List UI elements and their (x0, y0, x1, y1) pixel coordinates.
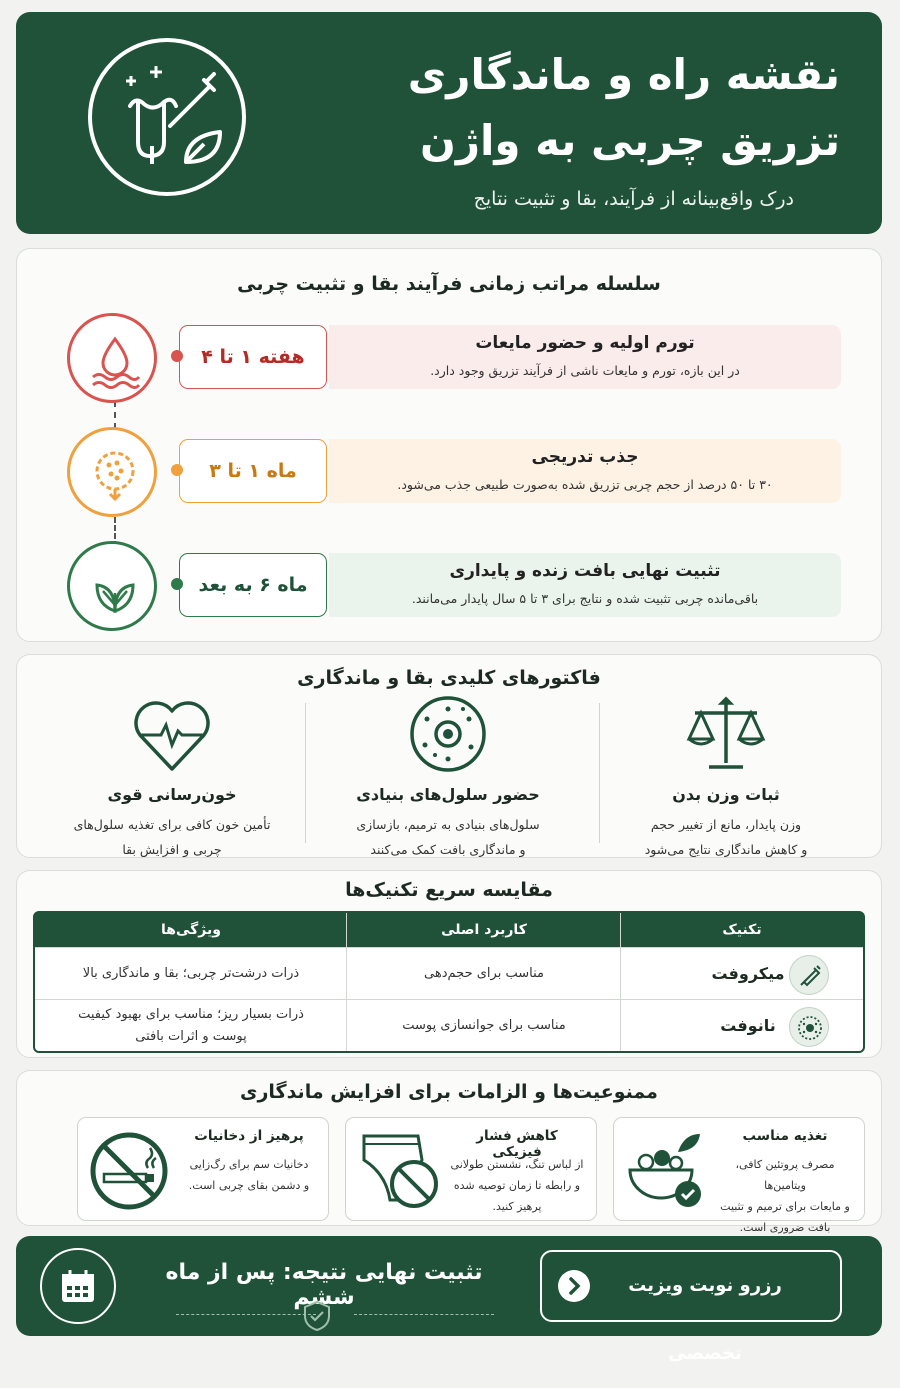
rule-heading: پرهیز از دخانیات (194, 1128, 304, 1144)
timeline-item-desc: ۳۰ تا ۵۰ درصد از حجم چربی تزریق شده به‌صورت طبیعی جذب می‌شود. (397, 477, 773, 492)
timeline-item-body (329, 439, 841, 503)
technique-features: ذرات بسیار ریز؛ مناسب برای بهبود کیفیت پوست و اثرات بافتی (78, 1007, 304, 1044)
rule-no-smoking (77, 1117, 329, 1221)
factor-heading: ثبات وزن بدن (672, 785, 780, 804)
technique-use: مناسب برای حجم‌دهی (424, 966, 544, 981)
rule-heading: کاهش فشار فیزیکی (476, 1128, 558, 1160)
timeline-icon-circle (67, 541, 157, 631)
final-result-text: تثبیت نهایی نتیجه: پس از ماه ششم (165, 1260, 483, 1310)
rule-physical-pressure (345, 1117, 597, 1221)
timeline-item-heading: جذب تدریجی (531, 447, 639, 467)
uterus-syringe-leaf-icon (86, 36, 248, 198)
timeline-item-desc: در این بازه، تورم و مایعات ناشی از فرآیند تزریق وجود دارد. (430, 363, 740, 378)
no-smoking-icon (88, 1130, 170, 1212)
rule-desc: دخانیات سم برای رگ‌زایی و دشمن بقای چربی است. (188, 1158, 310, 1192)
timeline-section (16, 248, 882, 642)
no-tight-clothing-icon (356, 1130, 442, 1212)
comparison-table (33, 911, 865, 1053)
heart-pulse-icon (127, 689, 217, 779)
timeline-item-1 (67, 325, 857, 393)
factor-desc: تأمین خون کافی برای تغذیه سلول‌های چربی و افزایش بقا (73, 817, 271, 857)
factors-title: فاکتورهای کلیدی بقا و ماندگاری (297, 667, 601, 689)
timeline-icon-circle (67, 313, 157, 403)
table-row (35, 947, 863, 999)
compare-section (16, 870, 882, 1058)
technique-icon (789, 1007, 829, 1047)
nano-cell-icon (797, 1015, 823, 1041)
calendar-icon (58, 1266, 98, 1306)
table-header (35, 913, 863, 947)
stem-cell-icon (403, 689, 493, 779)
rule-desc: از لباس تنگ، نشستن طولانی و رابطه تا زمان توصیه شده پرهیز کنید. (450, 1158, 584, 1213)
timeline-title: سلسله مراتب زمانی فرآیند بقا و تثبیت چربی (237, 273, 661, 295)
header-features: ویژگی‌ها (161, 922, 221, 938)
header-banner (16, 12, 882, 234)
table-row (35, 999, 863, 1051)
timeline-item-body (329, 325, 841, 389)
factor-desc: وزن پایدار، مانع از تغییر حجم و کاهش ماندگاری نتایج می‌شود (644, 817, 808, 857)
timeline-period-badge: ماه ۱ تا ۳ (179, 439, 327, 503)
timeline-item-desc: باقی‌مانده چربی تثبیت شده و نتایج برای ۳ تا ۵ سال پایدار می‌مانند. (411, 591, 759, 606)
page-title-line1: نقشه راه و ماندگاری (407, 50, 840, 99)
timeline-period-badge: هفته ۱ تا ۴ (179, 325, 327, 389)
calendar-icon-circle (40, 1248, 116, 1324)
factor-heading: حضور سلول‌های بنیادی (356, 785, 540, 804)
technique-use: مناسب برای جوانسازی پوست (402, 1018, 566, 1033)
factor-blood-supply (37, 689, 307, 857)
timeline-item-heading: تثبیت نهایی بافت زنده و پایداری (449, 561, 721, 581)
timeline-icon-circle (67, 427, 157, 517)
scale-icon (681, 689, 771, 779)
technique-name: میکروفت (711, 964, 785, 983)
timeline-connector (114, 401, 116, 429)
chevron-right-icon (558, 1270, 590, 1302)
header-use: کاربرد اصلی (441, 922, 527, 938)
timeline-item-body (329, 553, 841, 617)
timeline-dot (171, 350, 183, 362)
shield-check-icon (302, 1300, 332, 1332)
technique-features: ذرات درشت‌تر چربی؛ بقا و ماندگاری بالا (82, 966, 300, 981)
book-appointment-button[interactable] (540, 1250, 842, 1364)
timeline-period-badge: ماه ۶ به بعد (179, 553, 327, 617)
book-appointment-label: رزرو نوبت ویزیت تخصصی (628, 1275, 782, 1364)
timeline-item-2 (67, 439, 857, 507)
factor-weight-stability (591, 689, 861, 857)
rules-title: ممنوعیت‌ها و الزامات برای افزایش ماندگاری (240, 1081, 658, 1103)
factors-section (16, 654, 882, 858)
rule-heading: تغذیه مناسب (742, 1128, 828, 1144)
timeline-dot (171, 464, 183, 476)
timeline-item-3 (67, 553, 857, 621)
rule-nutrition (613, 1117, 865, 1234)
footer-banner (16, 1236, 882, 1364)
timeline-item-heading: تورم اولیه و حضور مایعات (475, 333, 695, 353)
factor-stem-cells (313, 689, 583, 857)
page-title-line2: تزریق چربی به واژن (420, 116, 840, 165)
rule-desc: مصرف پروتئین کافی، ویتامین‌ها و مایعات برای ترمیم و تثبیت بافت ضروری است. (720, 1158, 850, 1234)
header-technique: تکنیک (722, 922, 762, 938)
healthy-bowl-icon (624, 1130, 710, 1212)
technique-icon (789, 955, 829, 995)
compare-title: مقایسه سریع تکنیک‌ها (345, 879, 553, 901)
factor-desc: سلول‌های بنیادی به ترمیم، بازسازی و ماندگاری بافت کمک می‌کنند (356, 817, 540, 857)
technique-name: نانوفت (720, 1016, 776, 1035)
absorption-cell-icon (87, 447, 143, 503)
page-subtitle: درک واقع‌بینانه از فرآیند، بقا و تثبیت نتایج (473, 188, 794, 210)
timeline-dot (171, 578, 183, 590)
rules-section (16, 1070, 882, 1234)
syringe-icon (797, 963, 823, 989)
factor-heading: خون‌رسانی قوی (107, 785, 237, 804)
leaf-icon (87, 561, 143, 617)
water-drop-icon (87, 333, 143, 389)
